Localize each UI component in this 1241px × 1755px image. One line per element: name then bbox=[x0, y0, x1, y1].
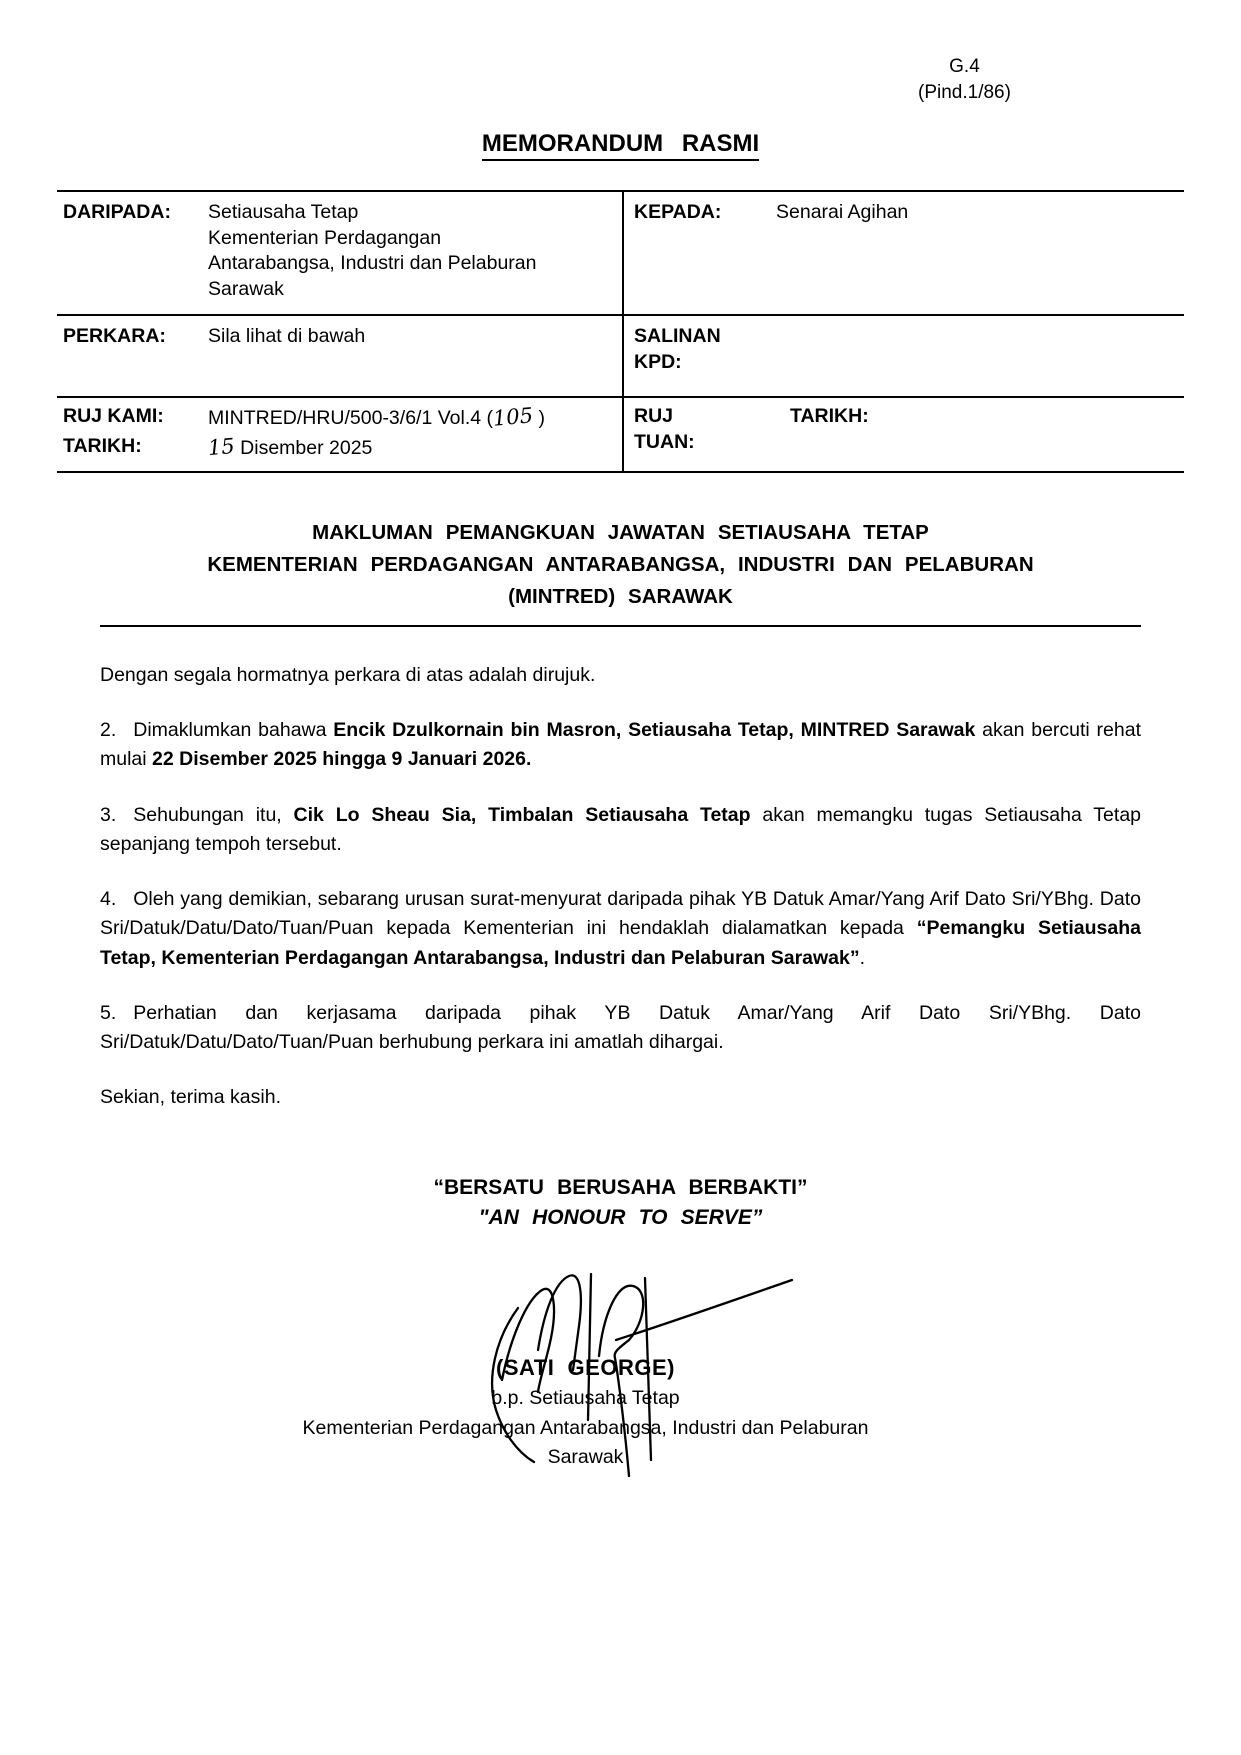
cell-daripada bbox=[57, 192, 622, 314]
tarikh-value: 15 Disember 2025 bbox=[208, 434, 616, 462]
perkara-label: PERKARA: bbox=[63, 325, 166, 347]
daripada-line: Sarawak bbox=[208, 278, 284, 301]
form-code: G.4 bbox=[949, 56, 980, 77]
subject-line3: (MINTRED) SARAWAK bbox=[508, 585, 733, 608]
closing-line: Sekian, terima kasih. bbox=[100, 1086, 281, 1109]
table-row-daripada-kepada bbox=[57, 192, 1184, 314]
motto-line2: "AN HONOUR TO SERVE” bbox=[478, 1205, 763, 1229]
paragraph-4: 4. Oleh yang demikian, sebarang urusan surat-menyurat daripada pihak YB Datuk Amar/Yang Arif Dato Sri/YBhg. Dato Sri/Datuk/Datu/Dato/Tuan/Puan kepada Kementerian ini hendaklah dialamatkan kepada “Pemangku Setiausaha Tetap, Kementerian Perdagangan Antarabangsa, Industri dan Pelaburan Sarawak”. bbox=[100, 888, 1141, 969]
daripada-line: Antarabangsa, Industri dan Pelaburan bbox=[208, 252, 537, 275]
cell-ruj-kami-tarikh bbox=[57, 398, 622, 471]
paragraph-5: 5. Perhatian dan kerjasama daripada pihak YB Datuk Amar/Yang Arif Dato Sri/YBhg. Dato Sri/Datuk/Datu/Dato/Tuan/Puan berhubung perkara ini amatlah dihargai. bbox=[100, 1001, 1141, 1054]
memo-body bbox=[57, 661, 1184, 1113]
motto-line1: “BERSATU BERUSAHA BERBAKTI” bbox=[433, 1175, 808, 1199]
cell-kepada bbox=[622, 192, 1184, 314]
cell-ruj-tuan-tarikh bbox=[622, 398, 1184, 471]
signature-ministry-line: Kementerian Perdagangan Antarabangsa, Industri dan Pelaburan bbox=[302, 1416, 869, 1439]
signature-for-line: b.p. Setiausaha Tetap bbox=[491, 1387, 680, 1410]
ruj-kami-label: RUJ KAMI: bbox=[63, 405, 164, 427]
ruj-kami-value: MINTRED/HRU/500-3/6/1 Vol.4 (105 ) bbox=[208, 404, 616, 432]
salinan-label-line2: KPD: bbox=[634, 350, 682, 373]
daripada-label: DARIPADA: bbox=[63, 201, 171, 223]
subject-line1: MAKLUMAN PEMANGKUAN JAWATAN SETIAUSAHA TETAP bbox=[312, 521, 929, 545]
signatory-name: (SATI GEORGE) bbox=[496, 1355, 675, 1381]
memo-header-table bbox=[57, 190, 1184, 473]
handwritten-day: 15 bbox=[206, 433, 236, 460]
daripada-value bbox=[208, 200, 536, 304]
motto-block bbox=[57, 1173, 1184, 1234]
paragraph-2: 2. Dimaklumkan bahawa Encik Dzulkornain bin Masron, Setiausaha Tetap, MINTRED Sarawak akan bercuti rehat mulai 22 Disember 2025 hingga 9 Januari 2026. bbox=[100, 719, 1141, 771]
daripada-line: Setiausaha Tetap bbox=[208, 201, 359, 223]
ruj-tuan-label: RUJ TUAN: bbox=[634, 405, 695, 453]
cell-salinan-kpd bbox=[622, 316, 1184, 396]
tarikh-tuan-label: TARIKH: bbox=[790, 405, 869, 427]
subject-heading bbox=[57, 517, 1184, 612]
subject-underline bbox=[100, 625, 1141, 627]
paragraph-1: Dengan segala hormatnya perkara di atas adalah dirujuk. bbox=[100, 663, 596, 686]
salinan-label-line1: SALINAN bbox=[634, 325, 721, 347]
table-row-ruj-tarikh bbox=[57, 396, 1184, 471]
perkara-value: Sila lihat di bawah bbox=[208, 325, 366, 347]
paragraph-3: 3. Sehubungan itu, Cik Lo Sheau Sia, Timbalan Setiausaha Tetap akan memangku tugas Setiausaha Tetap sepanjang tempoh tersebut. bbox=[100, 803, 1142, 855]
cell-perkara bbox=[57, 316, 622, 396]
subject-line2: KEMENTERIAN PERDAGANGAN ANTARABANGSA, INDUSTRI DAN PELABURAN bbox=[207, 553, 1034, 577]
signature-state-line: Sarawak bbox=[547, 1445, 624, 1468]
kepada-value: Senarai Agihan bbox=[776, 201, 909, 223]
tarikh-label: TARIKH: bbox=[63, 434, 142, 457]
daripada-line: Kementerian Perdagangan bbox=[208, 226, 442, 249]
kepada-label: KEPADA: bbox=[634, 201, 722, 223]
document-title: MEMORANDUM RASMI bbox=[57, 130, 1184, 158]
handwritten-reference-number: 105 bbox=[491, 403, 535, 431]
form-revision: (Pind.1/86) bbox=[918, 81, 1011, 103]
signature-block bbox=[22, 1351, 1149, 1472]
table-row-perkara-salinan bbox=[57, 314, 1184, 396]
form-code-block bbox=[918, 54, 1011, 105]
